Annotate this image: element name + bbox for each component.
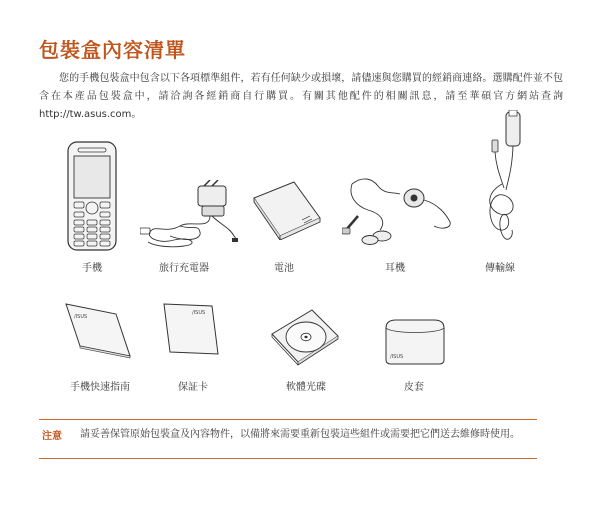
item-label-phone: 手機 — [82, 263, 102, 274]
item-label-usb-cable: 傳輸線 — [485, 263, 515, 274]
item-label-quick-guide: 手機快速指南 — [70, 382, 130, 393]
item-label-cd: 軟體光碟 — [286, 382, 326, 393]
quick-guide-brand: /ISUS — [74, 314, 88, 320]
note-text: 請妥善保管原始包裝盒及內容物件，以備將來需要重新包裝這些組件或需要把它們送去維修時使用。 — [80, 429, 520, 440]
earphone-icon — [342, 176, 454, 246]
warranty-card-icon — [160, 300, 222, 358]
leather-case-icon — [382, 318, 448, 366]
item-label-leather-case: 皮套 — [404, 382, 424, 393]
item-label-charger: 旅行充電器 — [159, 263, 209, 274]
page-title: 包裝盒內容清單 — [39, 38, 186, 62]
note-bottom-rule — [39, 458, 537, 459]
note-top-rule — [39, 419, 537, 420]
item-label-battery: 電池 — [274, 263, 294, 274]
battery-icon — [250, 180, 322, 240]
usb-cable-icon — [478, 110, 528, 250]
quick-guide-icon — [60, 300, 136, 360]
warranty-brand: /ISUS — [192, 310, 206, 316]
charger-icon — [140, 180, 240, 250]
cd-icon — [268, 306, 342, 366]
note-tag: 注意 — [42, 431, 62, 442]
item-label-earphone: 耳機 — [385, 263, 405, 274]
item-label-warranty-card: 保証卡 — [178, 382, 208, 393]
phone-icon — [64, 140, 120, 252]
intro-paragraph: 您的手機包裝盒中包含以下各項標準組件，若有任何缺少或損壞，請儘速與您購買的經銷商連絡。選購配件並不包含在本產品包裝盒中，請洽詢各經銷商自行購買。有關其他配件的相關訊息，請至華碩官方網站查詢 http://tw.asus.com。 — [39, 73, 563, 120]
leather-case-brand: /ISUS — [390, 354, 404, 360]
